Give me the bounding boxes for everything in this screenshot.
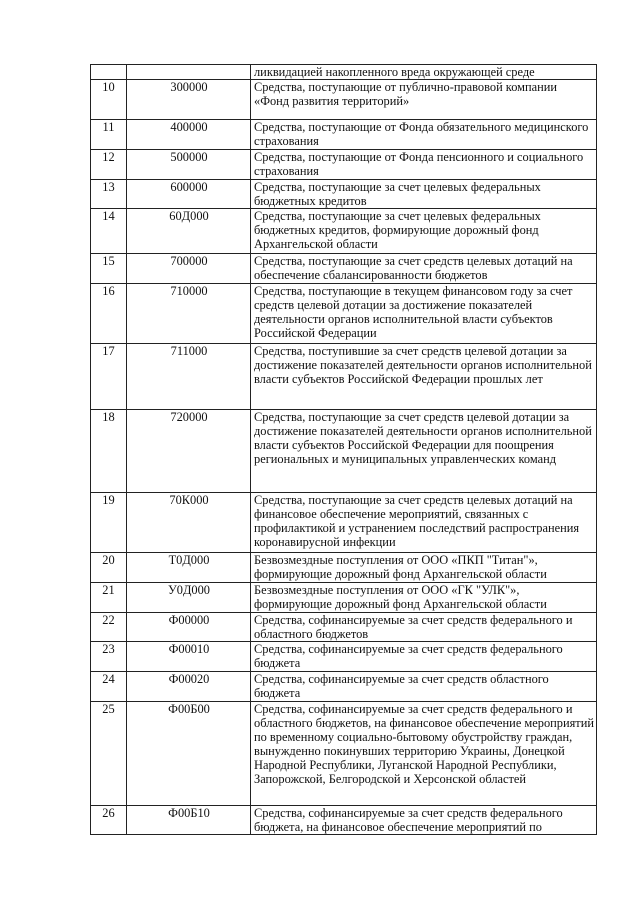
- code-cell: Ф00010: [127, 642, 251, 672]
- description-cell: Средства, поступающие в текущем финансовом году за счет средств целевой дотации за достижение показателей деятельности органов исполнительной власти субъектов Российской Федерации: [251, 284, 597, 344]
- description-cell: Средства, поступающие от Фонда пенсионного и социального страхования: [251, 150, 597, 180]
- description-cell: Средства, софинансируемые за счет средств федерального и областного бюджетов: [251, 613, 597, 642]
- row-number-cell: 12: [91, 150, 127, 180]
- row-number-cell: 26: [91, 806, 127, 835]
- row-number-cell: 23: [91, 642, 127, 672]
- table-row: [91, 120, 597, 150]
- table-row: [91, 410, 597, 493]
- table-body: [91, 65, 597, 835]
- table-row: [91, 642, 597, 672]
- row-number-cell: 15: [91, 254, 127, 284]
- description-cell: Безвозмездные поступления от ООО «ГК "УЛК"», формирующие дорожный фонд Архангельской области: [251, 583, 597, 613]
- table-row: [91, 583, 597, 613]
- table-row: [91, 806, 597, 835]
- description-cell: ликвидацией накопленного вреда окружающей среде: [251, 65, 597, 80]
- description-cell: Средства, поступающие за счет целевых федеральных бюджетных кредитов, формирующие дорожный фонд Архангельской области: [251, 209, 597, 254]
- row-number-cell: [91, 65, 127, 80]
- description-cell: Средства, софинансируемые за счет средств федерального бюджета: [251, 642, 597, 672]
- description-cell: Средства, поступающие за счет средств целевой дотации за достижение показателей деятельности органов исполнительной власти субъектов Российской Федерации для поощрения региональных и муниципальных управленческих команд: [251, 410, 597, 493]
- source-codes-table: [90, 64, 597, 835]
- description-cell: Средства, поступающие от публично-правовой компании «Фонд развития территорий»: [251, 80, 597, 120]
- table-row: [91, 209, 597, 254]
- row-number-cell: 14: [91, 209, 127, 254]
- code-cell: 720000: [127, 410, 251, 493]
- table-row: [91, 80, 597, 120]
- code-cell: У0Д000: [127, 583, 251, 613]
- table-row: [91, 613, 597, 642]
- code-cell: Ф00Б10: [127, 806, 251, 835]
- row-number-cell: 22: [91, 613, 127, 642]
- row-number-cell: 19: [91, 493, 127, 553]
- code-cell: 400000: [127, 120, 251, 150]
- row-number-cell: 13: [91, 180, 127, 209]
- row-number-cell: 24: [91, 672, 127, 702]
- code-cell: 700000: [127, 254, 251, 284]
- description-cell: Средства, поступающие за счет средств целевых дотаций на финансовое обеспечение мероприятий, связанных с профилактикой и устранением последствий распространения коронавирусной инфекции: [251, 493, 597, 553]
- code-cell: 60Д000: [127, 209, 251, 254]
- code-cell: Ф00Б00: [127, 702, 251, 806]
- row-number-cell: 11: [91, 120, 127, 150]
- description-cell: Средства, поступающие за счет средств целевых дотаций на обеспечение сбалансированности бюджетов: [251, 254, 597, 284]
- code-cell: 710000: [127, 284, 251, 344]
- row-number-cell: 16: [91, 284, 127, 344]
- description-cell: Безвозмездные поступления от ООО «ПКП "Титан"», формирующие дорожный фонд Архангельской области: [251, 553, 597, 583]
- table-row: [91, 284, 597, 344]
- table-row: [91, 553, 597, 583]
- code-cell: Ф00000: [127, 613, 251, 642]
- table-row: [91, 150, 597, 180]
- row-number-cell: 25: [91, 702, 127, 806]
- row-number-cell: 20: [91, 553, 127, 583]
- table-row: [91, 672, 597, 702]
- code-cell: 70К000: [127, 493, 251, 553]
- description-cell: Средства, софинансируемые за счет средств областного бюджета: [251, 672, 597, 702]
- row-number-cell: 18: [91, 410, 127, 493]
- table-row: [91, 180, 597, 209]
- table-row: [91, 254, 597, 284]
- table-row: [91, 65, 597, 80]
- code-cell: [127, 65, 251, 80]
- description-cell: Средства, софинансируемые за счет средств федерального и областного бюджетов, на финансовое обеспечение мероприятий по временному социально-бытовому обустройству граждан, вынужденно покинувших территорию Украины, Донецкой Народной Республики, Луганской Народной Республики, Запорожской, Белгородской и Херсонской областей: [251, 702, 597, 806]
- table-row: [91, 702, 597, 806]
- description-cell: Средства, поступающие от Фонда обязательного медицинского страхования: [251, 120, 597, 150]
- code-cell: 711000: [127, 344, 251, 410]
- code-cell: 600000: [127, 180, 251, 209]
- row-number-cell: 10: [91, 80, 127, 120]
- code-cell: Ф00020: [127, 672, 251, 702]
- code-cell: Т0Д000: [127, 553, 251, 583]
- description-cell: Средства, софинансируемые за счет средств федерального бюджета, на финансовое обеспечение мероприятий по: [251, 806, 597, 835]
- table-row: [91, 344, 597, 410]
- description-cell: Средства, поступившие за счет средств целевой дотации за достижение показателей деятельности органов исполнительной власти субъектов Российской Федерации прошлых лет: [251, 344, 597, 410]
- description-cell: Средства, поступающие за счет целевых федеральных бюджетных кредитов: [251, 180, 597, 209]
- code-cell: 300000: [127, 80, 251, 120]
- table-row: [91, 493, 597, 553]
- row-number-cell: 21: [91, 583, 127, 613]
- code-cell: 500000: [127, 150, 251, 180]
- row-number-cell: 17: [91, 344, 127, 410]
